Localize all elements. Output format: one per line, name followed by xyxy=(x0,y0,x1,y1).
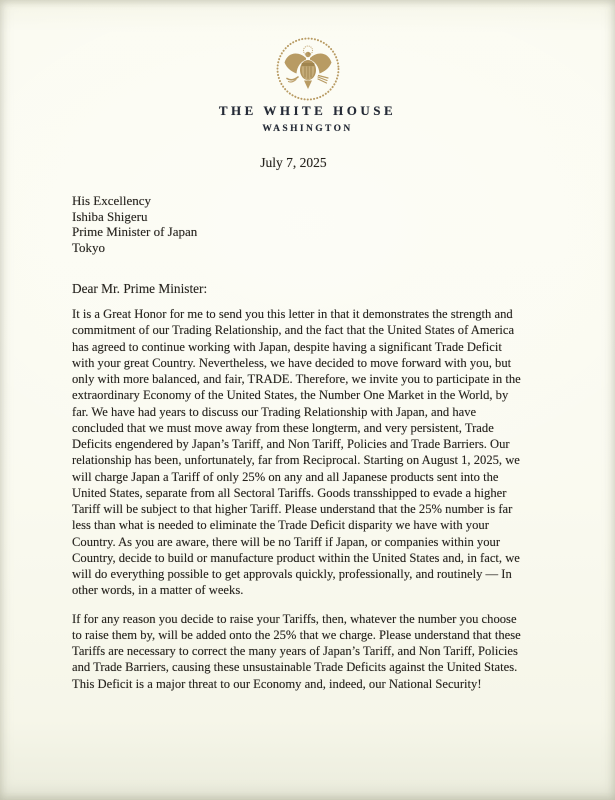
letterhead-org: THE WHITE HOUSE xyxy=(218,103,397,118)
letterhead-city: WASHINGTON xyxy=(262,124,353,134)
body-line: far. We have had years to discuss our Trading Relationship with Japan, and have xyxy=(72,404,477,419)
body-line: other words, in a matter of weeks. xyxy=(72,583,244,598)
body-line: If for any reason you decide to raise your Tariffs, then, whatever the number you choose xyxy=(72,611,517,626)
body-line: and Trade Barriers, causing these unsustainable Trade Deficits against the United States. xyxy=(72,660,518,675)
letter-body xyxy=(72,306,572,704)
body-line: with your great Country. Nevertheless, we have decided to move forward with you, but xyxy=(72,355,512,370)
body-line: only with more balanced, and fair, TRADE. Therefore, we invite you to participate in the xyxy=(72,372,521,386)
body-line: Deficits engendered by Japan’s Tariff, and Non Tariff, Policies and Trade Barriers. Our xyxy=(72,437,510,451)
recipient-line: Prime Minister of Japan xyxy=(72,224,198,240)
body-line: United States, separate from all Sectoral Tariffs. Goods transshipped to evade a higher xyxy=(72,485,507,500)
salutation: Dear Mr. Prime Minister: xyxy=(72,281,208,296)
body-paragraph xyxy=(72,611,572,692)
body-line: to raise them by, will be added onto the 25% that we charge. Please understand that these xyxy=(72,627,521,642)
body-line: This Deficit is a major threat to our Economy and, indeed, our National Security! xyxy=(72,676,482,691)
body-line: Tariffs are necessary to correct the many years of Japan’s Tariff, and Non Tariff, Policies xyxy=(72,644,518,658)
body-line: will do everything possible to get approvals quickly, professionally, and routinely — In xyxy=(72,567,512,581)
body-line: It is a Great Honor for me to send you this letter in that it demonstrates the strength and xyxy=(72,307,513,321)
body-line: Country. As you are aware, there will be no Tariff if Japan, or companies within your xyxy=(72,534,501,549)
recipient-line: Ishiba Shigeru xyxy=(72,208,148,224)
body-line: relationship has been, unfortunately, far from Reciprocal. Starting on August 1, 2025, we xyxy=(72,453,520,468)
recipient-block xyxy=(72,193,197,255)
recipient-line: His Excellency xyxy=(72,193,152,208)
body-paragraph xyxy=(72,306,572,599)
body-line: extraordinary Economy of the United States, the Number One Market in the World, by xyxy=(72,388,509,403)
body-line: Tariff will be subject to that higher Tariff. Please understand that the 25% number is far xyxy=(72,502,513,516)
body-line: has agreed to continue working with Japan, despite having a significant Trade Deficit xyxy=(72,339,502,354)
recipient-line: Tokyo xyxy=(72,239,106,255)
presidential-seal-icon xyxy=(274,35,342,103)
body-line: Country, decide to build or manufacture product within the United States and, in fact, we xyxy=(72,550,520,565)
body-line: less than what is needed to eliminate the Trade Deficit disparity we have with your xyxy=(72,518,489,533)
body-line: will charge Japan a Tariff of only 25% on any and all Japanese products sent into the xyxy=(72,469,499,484)
letter-date: July 7, 2025 xyxy=(260,155,327,170)
body-line: concluded that we must move away from these longterm, and very persistent, Trade xyxy=(72,420,494,435)
body-line: commitment of our Trading Relationship, and the fact that the United States of America xyxy=(72,323,515,338)
